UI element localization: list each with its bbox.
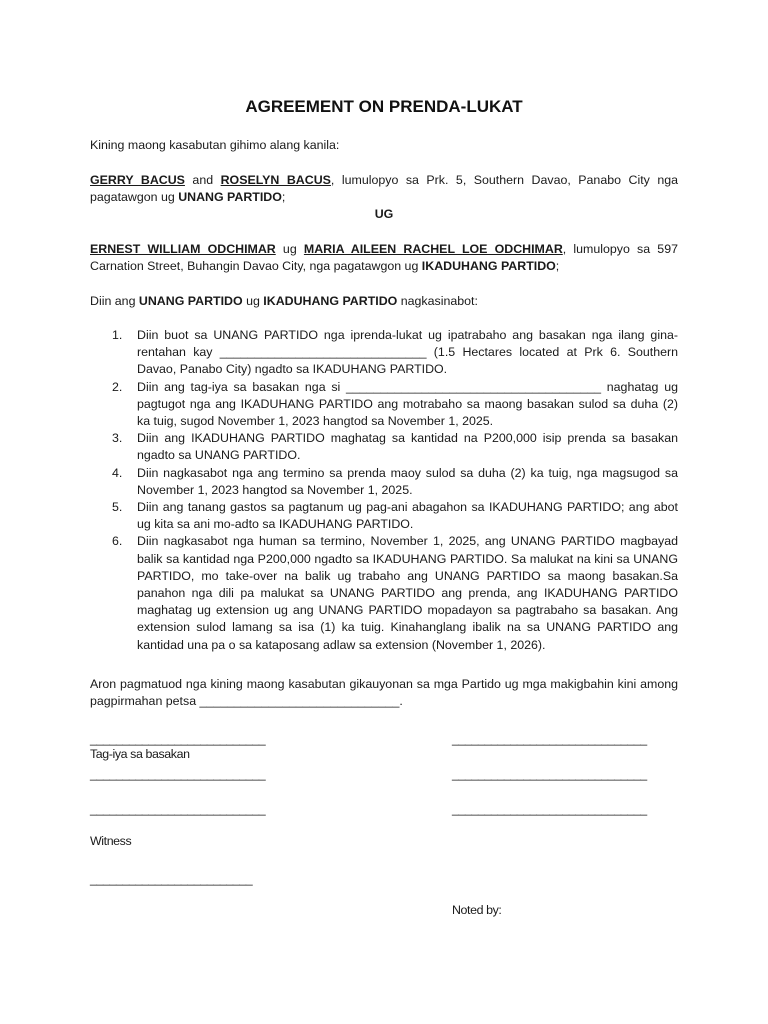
term-item [90,499,678,533]
first-party-and: and [184,173,221,187]
term-text: Diin nagkasabot nga human sa termino, November 1, 2025, ang UNANG PARTIDO magbayad balik sa kantidad nga P200,000 ngadto sa IKADUHANG PARTIDO. Sa malukat na kini sa UNANG PARTIDO, mo take-over na balik ug trabaho ang UNANG PARTIDO sa maong basakan.Sa panahon nga dili pa malukat sa UNANG PARTIDO ang prenda, ang IKADUHANG PARTIDO maghatag ug extension ug ang UNANG PARTIDO mopadayon sa pagtrabaho sa basakan. Ang extension sulod lamang sa isa (1) ka tuig. Kinahanglang ibalik na sa UNANG PARTIDO ang kantidad una pa o sa kataposang adlaw sa extension (November 1, 2026). [137,534,678,652]
agreement-end: nagkasinabot: [397,294,478,308]
first-party-name-1: GERRY BACUS [90,173,185,187]
second-party-paragraph [90,241,678,275]
term-number: 5. [112,500,123,515]
second-party-end: ; [555,259,560,274]
terms-list [90,327,678,654]
first-party-label: UNANG PARTIDO [178,190,282,205]
term-text: Diin nagkasabot nga ang termino sa prenda maoy sulod sa duha (2) ka tuig, nga magsugod sa November 1, 2023 hangtod sa November 1, 2025. [137,465,678,497]
second-party-address: , lumulopyo sa 597 Carnation Street, Buhangin Davao City, nga pagatawgon ug [90,242,678,274]
term-item [90,465,678,499]
witness-signature-line: _________________________ [90,872,253,886]
closing-paragraph: Aron pagmatuod nga kining maong kasabutan gikauyonan sa mga Partido ug mga makigbahin kini among pagpirmahan petsa _____________________________. [90,677,678,709]
term-text: Diin ang tag-iya sa basakan nga si _____________________________________ naghatag ug pagtugot nga ang IKADUHANG PARTIDO ang motrabaho sa maong basakan sulod sa duha (2) ka tuig, sugod November 1, 2023 hangtod sa November 1, 2025. [137,379,678,429]
second-party-name-2: MARIA AILEEN RACHEL LOE ODCHIMAR [303,242,563,256]
signature-line-left-3: ___________________________ [90,802,266,816]
agreement-party-1: UNANG PARTIDO [138,294,243,308]
owner-label: Tag-iya sa basakan [90,747,190,761]
signature-line-right-3: ______________________________ [452,802,647,816]
document-title: AGREEMENT ON PRENDA-LUKAT [245,97,523,116]
agreement-statement [90,293,678,310]
term-number: 1. [112,328,123,342]
term-item [90,379,678,431]
term-text: Diin ang tanang gastos sa pagtanum ug pag-ani abagahon sa IKADUHANG PARTIDO; ang abot ug kita sa ani mo-adto sa IKADUHANG PARTIDO. [137,500,678,532]
second-party-name-1: ERNEST WILLIAM ODCHIMAR [90,242,276,256]
signature-line-left-2: ___________________________ [90,767,266,781]
term-item [90,327,678,379]
signature-line-left-1: ___________________________ [90,732,266,746]
witness-label: Witness [90,834,132,848]
term-number: 4. [112,465,123,480]
second-party-label: IKADUHANG PARTIDO [421,259,556,274]
agreement-party-2: IKADUHANG PARTIDO [263,294,398,308]
term-item [90,430,678,464]
first-party-address: , lumulopyo sa Prk. 5, Southern Davao, Panabo City nga pagatawgon ug [90,173,678,205]
signature-line-right-2: ______________________________ [452,767,647,781]
signature-line-right-1: ______________________________ [452,732,647,746]
agreement-diin: Diin ang [90,294,139,308]
term-text: Diin buot sa UNANG PARTIDO nga iprenda-lukat ug ipatrabaho ang basakan nga ilang gina-rentahan kay ______________________________ (1.5 Hectares located at Prk 6. Southern Davao, Panabo City) ngadto sa IKADUHANG PARTIDO. [137,328,678,377]
noted-by-label: Noted by: [452,903,502,917]
ug-separator: UG [374,207,394,221]
intro-text: Kining maong kasabutan gihimo alang kanila: [90,138,340,152]
first-party-paragraph [90,172,678,206]
second-party-ug: ug [275,242,304,256]
first-party-end: ; [281,190,286,205]
term-item [90,533,678,653]
term-number: 2. [112,379,123,394]
term-text: Diin ang IKADUHANG PARTIDO maghatag sa kantidad na P200,000 isip prenda sa basakan ngadto sa UNANG PARTIDO. [137,431,678,463]
agreement-ug: ug [242,294,264,308]
term-number: 3. [112,431,123,446]
first-party-name-2: ROSELYN BACUS [220,173,331,187]
term-number: 6. [112,534,123,549]
